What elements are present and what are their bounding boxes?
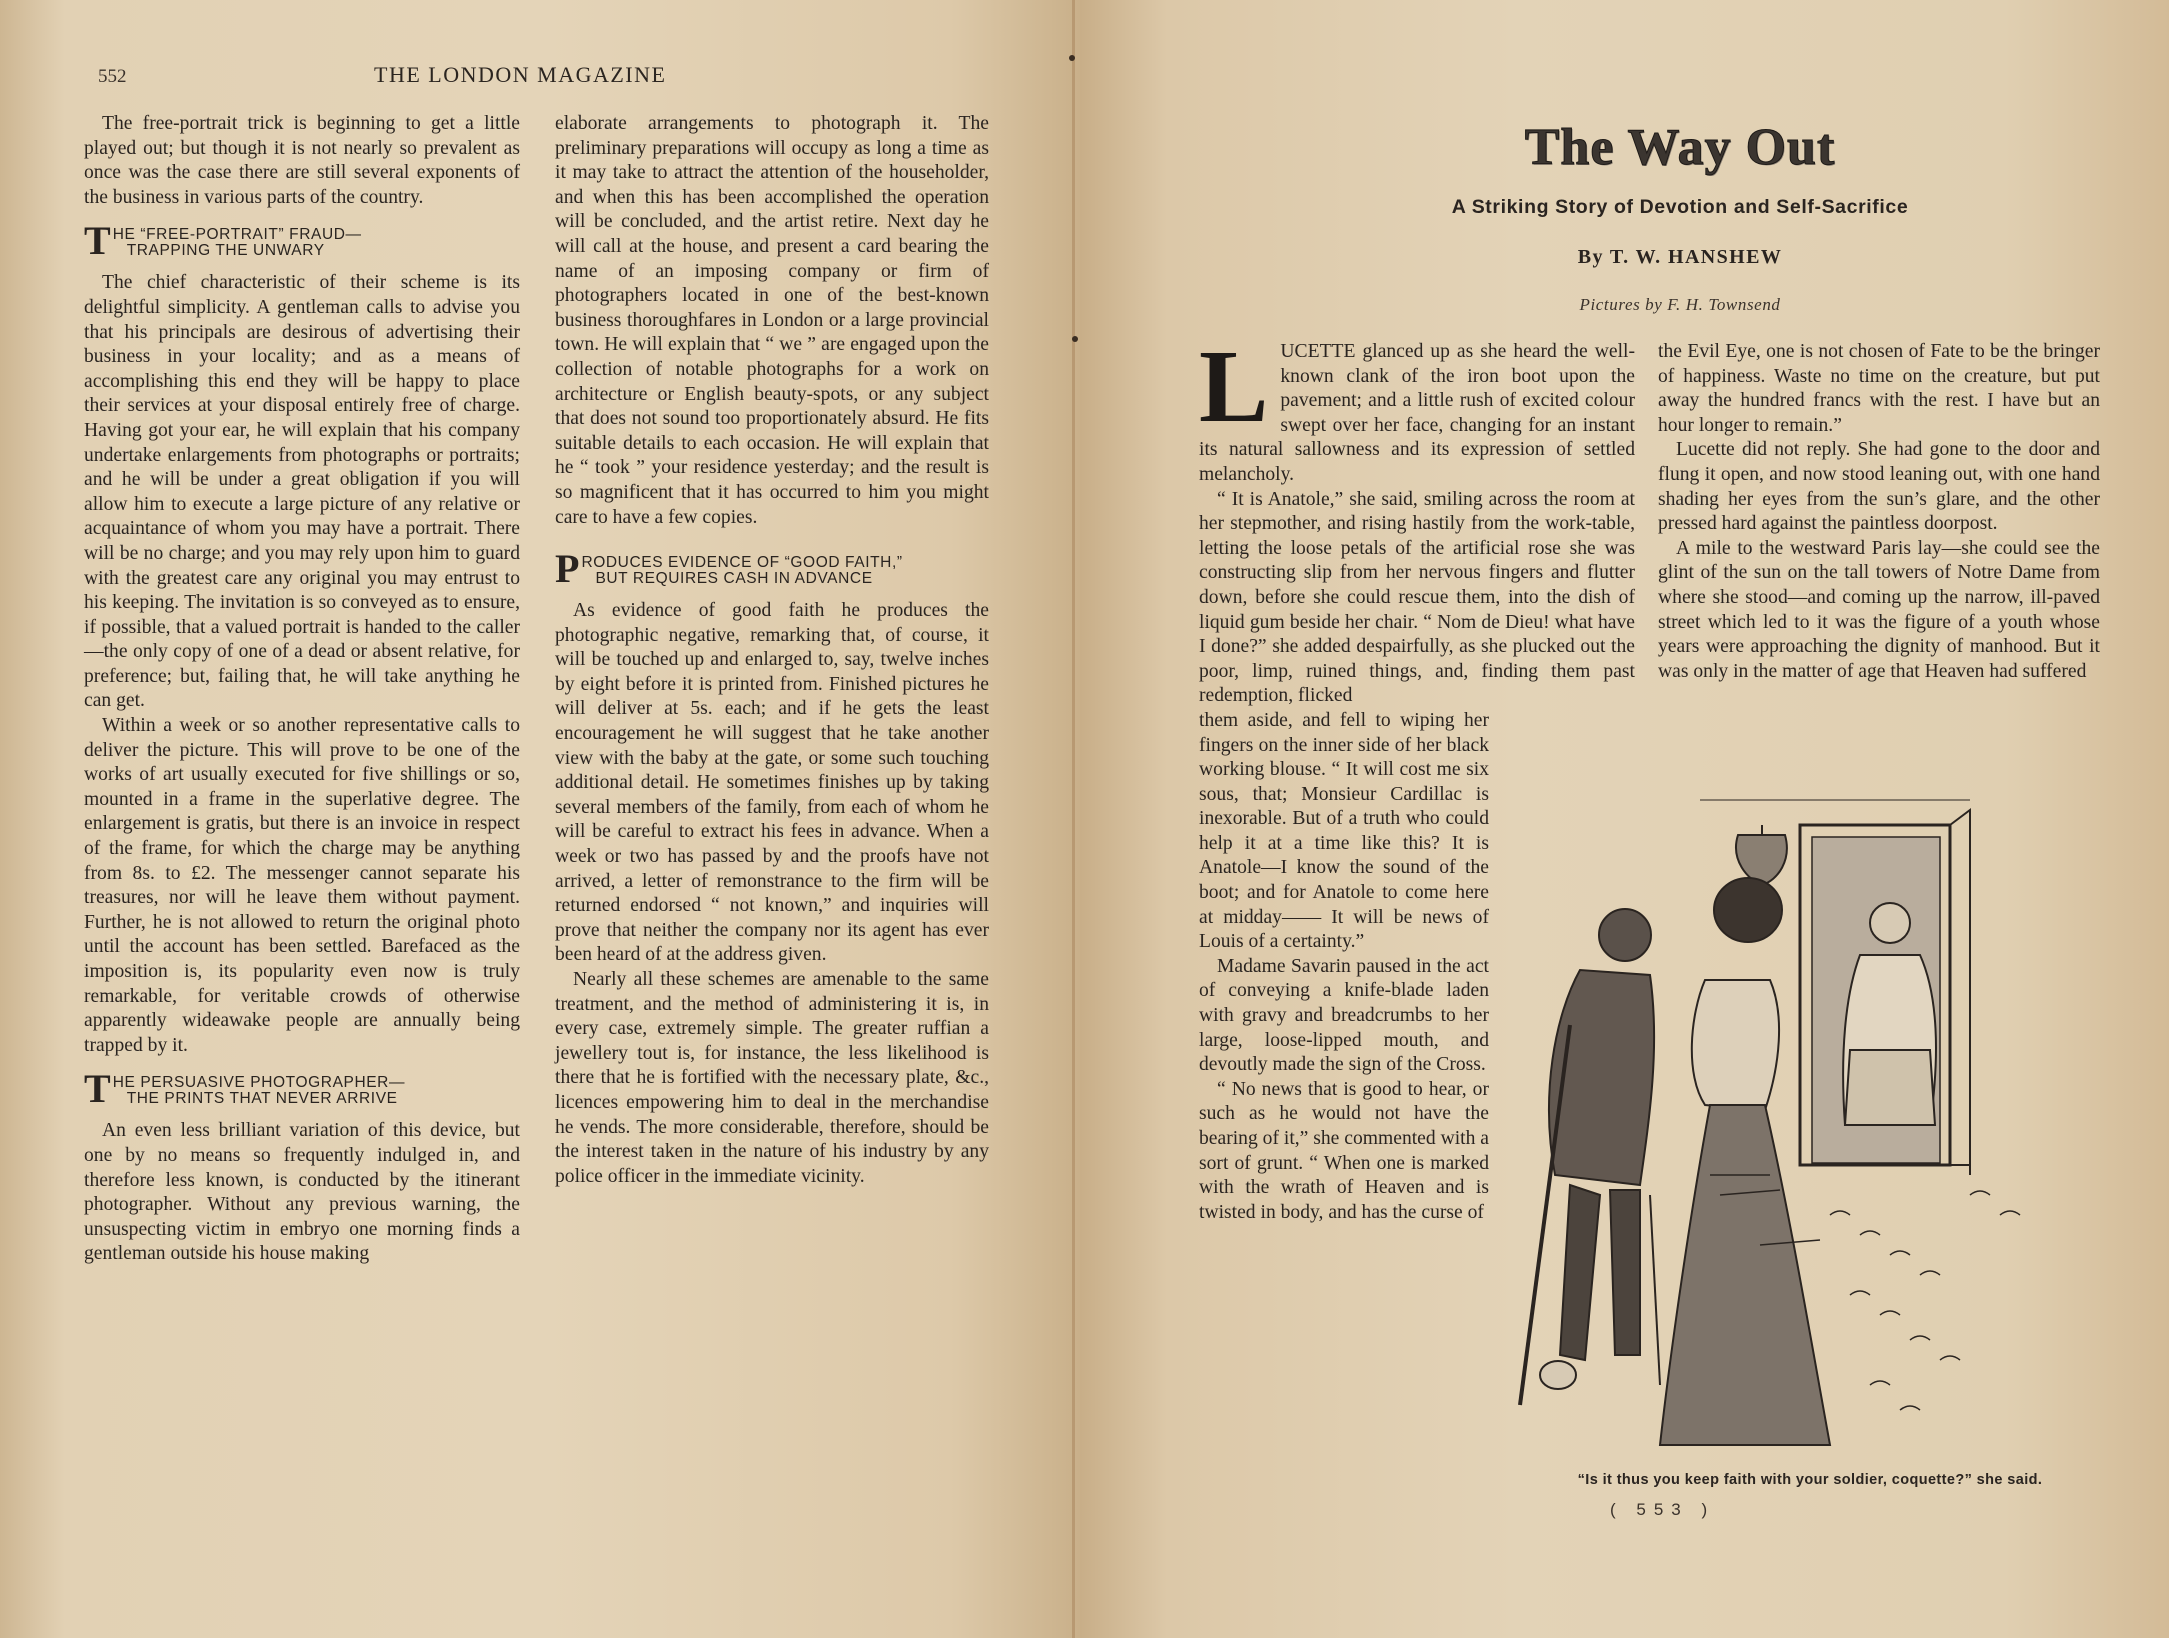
subhead-line: HE PERSUASIVE PHOTOGRAPHER— <box>112 1074 406 1092</box>
binding-stitch-hole <box>1069 55 1075 61</box>
section-subhead <box>84 1066 520 1112</box>
man-with-crutch <box>1520 909 1660 1405</box>
left-page-column-2 <box>555 112 989 1189</box>
young-woman <box>1660 878 1830 1445</box>
narrow-text-wrap <box>1199 709 1489 1225</box>
paragraph: As evidence of good faith he produces the photographic negative, remarking that, of course, it will be touched up and enlarged to, say, twelve inches by eight before it is printed from. Finished pictures he will deliver at 5s. each; and if he gets the least encouragement he will suggest that he take another view with the baby at the gate, or some such touching additional detail. He sometimes finishes up by taking several members of the family, from each of whom he will be careful to extract his fees in advance. When a week or two has passed by and the proofs have not arrived, a letter of remonstrance to the firm will be returned endorsed “ not known,” and inquiries will prove that neither the company nor its agent has ever been heard of at the address given. <box>555 600 989 966</box>
left-page-column-1 <box>84 112 520 1267</box>
paragraph: elaborate arrangements to photograph it. The preliminary preparations will occupy as long a time as it may take to attract the attention of the householder, and when this has been accomplished the operation will be concluded, and the artist retire. Next day he will call at the house, and present a card bearing the name of an imposing company or firm of photographers located in one of the best-known business thoroughfares in London or a large provincial town. He will explain that “ we ” are engaged upon the collection of notable photographs for a work on architecture or English beauty-spots, or any subject that does not sound too proportionately absurd. He fits suitable details to each occasion. He will explain that he “ took ” your residence yesterday; and the result is so magnificent that it has occurred to him you might care to have a few copies. <box>555 113 989 528</box>
page-number-right: ( 553 ) <box>1610 1500 1716 1519</box>
subhead-initial: T <box>84 218 111 264</box>
subhead-initial: T <box>84 1066 111 1112</box>
section-subhead <box>555 546 989 592</box>
story-title: The Way Out <box>1524 119 1836 176</box>
section-subhead <box>84 218 520 264</box>
running-head <box>92 62 992 92</box>
subhead-line: RODUCES EVIDENCE OF “GOOD FAITH,” <box>581 554 903 572</box>
paragraph: The free-portrait trick is beginning to get a little played out; but though it is not nearly so prevalent as once was the case there are still several exponents of the business in various parts of the country. <box>84 113 520 208</box>
wall-lantern <box>1736 825 1787 885</box>
page-gutter <box>1072 0 1075 1638</box>
paragraph: A mile to the westward Paris lay—she could see the glint of the sun on the tall towers of Notre Dame from where she stood—and coming up the narrow, ill-paved street which led to it was the figure of a youth whose years were approaching the dignity of manhood. But it was only in the matter of age that Heaven had suffered <box>1658 537 2100 682</box>
paragraph: Lucette did not reply. She had gone to the door and flung it open, and now stood leaning out, with one hand shading her eyes from the sun’s glare, and the other pressed hard against the paintless doorpost. <box>1658 439 2100 535</box>
paragraph: Within a week or so another representative calls to deliver the picture. This will prove to be one of the works of art usually executed for five shillings or so, mounted in a frame in the superlative degree. The enlargement is gratis, but there is an invoice in respect of the frame, for which the charge may be anything from 8s. to £2. The messenger cannot separate his treasures, nor will he leave them without payment. Further, he is not allowed to return the original photo until the account has been settled. Barefaced as the imposition is, its popularity even now is truly remarkable, for veritable crowds of otherwise apparently wideawake people are annually being trapped by it. <box>84 715 520 1056</box>
page-number-left: 552 <box>98 66 127 87</box>
right-page-column-2 <box>1658 340 2100 684</box>
drop-cap: L <box>1199 329 1267 444</box>
binding-stitch-hole <box>1072 336 1078 342</box>
opening-text: UCETTE glanced up as she heard the well-known clank of the iron boot upon the pavement; and a little rush of excited colour swept over her face, changing for an instant its natural sallowness and its expression of settled melancholy. <box>1199 341 1635 485</box>
subhead-line: HE “FREE-PORTRAIT” FRAUD— <box>112 226 362 244</box>
opening-paragraph <box>1199 329 1635 488</box>
story-byline: By T. W. HANSHEW <box>1577 246 1783 268</box>
subhead-line: BUT REQUIRES CASH IN ADVANCE <box>595 570 873 588</box>
subhead-line: TRAPPING THE UNWARY <box>126 242 325 260</box>
paragraph: “ No news that is good to hear, or such as he would not have the bearing of it,” she commented with a sort of grunt. “ When one is marked with the wrath of Heaven and is twisted in body, and has the curse of <box>1199 1078 1490 1223</box>
story-illustration <box>1500 795 2120 1480</box>
paragraph: them aside, and fell to wiping her fingers on the inner side of her black working blouse. “ It will cost me six sous, that; Monsieur Cardillac is inexorable. But of a truth who could help it at a time like this? It is Anatole—I know the sound of the boot; and for Anatole to come here at midday—— It will be news of Louis of a certainty.” <box>1199 709 1489 953</box>
magazine-title: THE LONDON MAGAZINE <box>374 62 667 87</box>
illustrator-credit: Pictures by F. H. Townsend <box>1579 295 1781 314</box>
paragraph: “ It is Anatole,” she said, smiling across the room at her stepmother, and rising hastily from the work-table, letting the loose petals of the artificial rose she was constructing slip from her nervous fingers and flutter down, before she could rescue them, into the dish of liquid gum beside her chair. “ Nom de Dieu! what have I done?” she added despairfully, as she plucked out the poor, limp, ruined things, and, finding them past redemption, flicked <box>1199 488 1635 707</box>
story-subtitle: A Striking Story of Devotion and Self-Sacrifice <box>1451 196 1909 218</box>
subhead-initial: P <box>555 546 580 592</box>
paragraph: Madame Savarin paused in the act of conveying a knife-blade laden with gravy and breadcrumbs to her large, loose-lipped mouth, and devoutly made the sign of the Cross. <box>1199 955 1489 1076</box>
illustration-caption: “Is it thus you keep faith with your soldier, coquette?” she said. <box>1577 1472 2043 1488</box>
paragraph: Nearly all these schemes are amenable to the same treatment, and the method of administering it is, in every case, extremely simple. The greater ruffian a jewellery tout is, for instance, the less likelihood is there that he is fortified with the necessary plate, &c., licences empowering him to deal in the merchandise he vends. The more considerable, therefore, should be the interest taken in the nature of his industry by any police officer in the immediate vicinity. <box>555 969 989 1187</box>
paragraph: An even less brilliant variation of this device, but one by no means so frequently indulged in, and therefore less known, is conducted by the itinerant photographer. Without any previous warning, the unsuspecting victim in embryo one morning finds a gentleman outside his house making <box>84 1120 520 1265</box>
paragraph: the Evil Eye, one is not chosen of Fate to be the bringer of happiness. Waste no time on the creature, but put away the hundred francs with the rest. I have but an hour longer to remain.” <box>1658 341 2100 436</box>
paragraph: The chief characteristic of their scheme is its delightful simplicity. A gentleman calls to advise you that his principals are desirous of advertising their business in your locality; and as a means of accomplishing this end they will be happy to place their services at your disposal entirely free of charge. Having got your ear, he will explain that his company undertake enlargements from photographs or portraits; and he will be under a great obligation if you will allow him to execute a large picture of any relative or acquaintance of whom you may have a portrait. There will be no charge; and you may rely upon him to guard with the greatest care any original you may entrust to his keeping. The invitation is so conveyed as to ensure, if possible, that a valued portrait is handed to the caller—the only copy of one of a dead or absent relative, for preference; but, failing that, he will take anything he can get. <box>84 272 520 712</box>
subhead-line: THE PRINTS THAT NEVER ARRIVE <box>126 1090 398 1108</box>
